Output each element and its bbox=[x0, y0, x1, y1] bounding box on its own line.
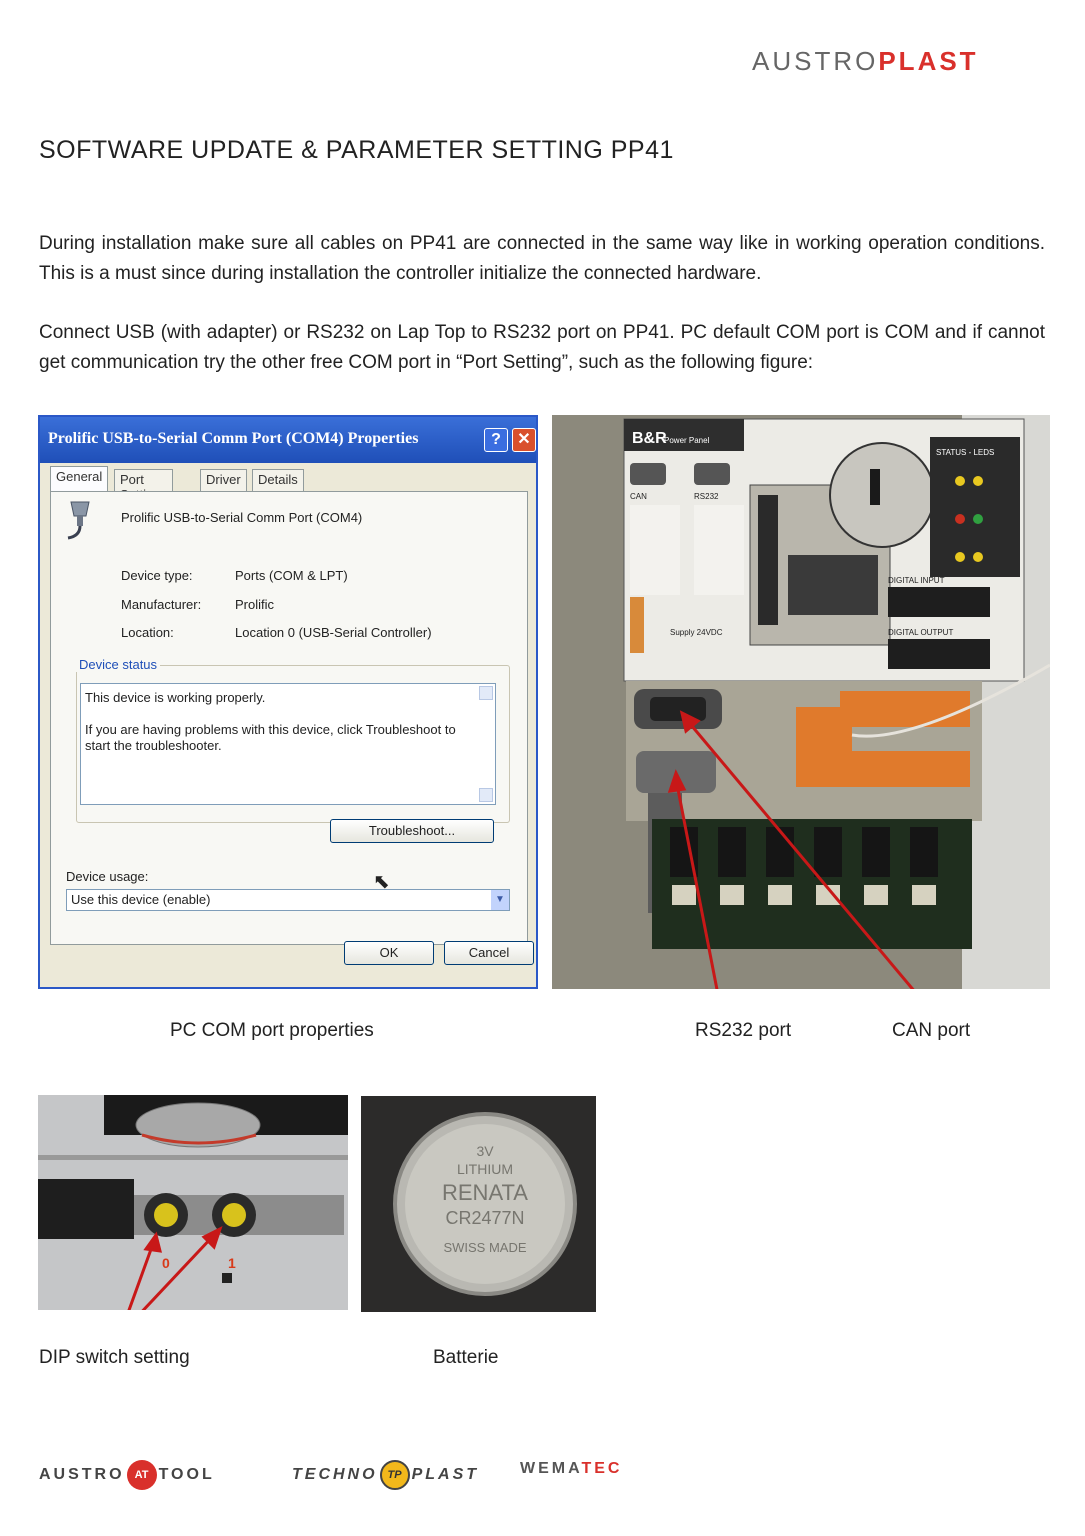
caption-com-port: PC COM port properties bbox=[170, 1020, 374, 1041]
ok-button: OK bbox=[344, 941, 434, 965]
chevron-down-icon: ▼ bbox=[491, 890, 509, 910]
austrotool-text-2: TOOL bbox=[158, 1466, 215, 1484]
tab-general: General bbox=[50, 466, 108, 492]
status-line-2: If you are having problems with this device, click Troubleshoot to bbox=[85, 722, 456, 737]
dip-switch-illustration bbox=[38, 1095, 348, 1310]
battery-illustration bbox=[361, 1096, 596, 1312]
battery-model: CR2477N bbox=[445, 1208, 525, 1228]
help-button: ? bbox=[484, 428, 508, 452]
device-status-label: Device status bbox=[76, 657, 160, 672]
battery-lithium: LITHIUM bbox=[457, 1161, 513, 1177]
wematec-logo bbox=[520, 1460, 622, 1478]
manufacturer-value: Prolific bbox=[235, 597, 275, 612]
tp-badge-icon: TP bbox=[380, 1460, 410, 1490]
technoplast-text-1: TECHNO bbox=[292, 1466, 378, 1484]
device-type-label: Device type: bbox=[121, 568, 193, 583]
battery-voltage: 3V bbox=[476, 1143, 494, 1159]
controller-illustration bbox=[552, 415, 1050, 989]
can-label: CAN bbox=[630, 492, 647, 501]
panel-label-text: Power Panel bbox=[664, 436, 710, 445]
status-line-3: start the troubleshooter. bbox=[85, 738, 222, 753]
technoplast-logo bbox=[292, 1460, 479, 1490]
dip-switch-0: 0 bbox=[162, 1255, 170, 1271]
austrotool-logo bbox=[39, 1460, 215, 1490]
scroll-down-icon bbox=[479, 788, 493, 802]
dip-switch-photo bbox=[38, 1095, 348, 1310]
paragraph-connect: Connect USB (with adapter) or RS232 on Lap Top to RS232 port on PP41. PC default COM port is COM and if cannot get communication try the other free COM port in “Port Setting”, such as the following figure: bbox=[39, 322, 1045, 373]
wematec-text-1: WEMA bbox=[520, 1460, 582, 1477]
caption-battery: Batterie bbox=[433, 1347, 499, 1368]
rs232-label: RS232 bbox=[694, 492, 719, 501]
austrotool-text-1: AUSTRO bbox=[39, 1466, 125, 1484]
troubleshoot-button: Troubleshoot... bbox=[330, 819, 494, 843]
status-leds-label: STATUS - LEDS bbox=[936, 448, 995, 457]
caption-rs232: RS232 port bbox=[695, 1020, 792, 1041]
manufacturer-label: Manufacturer: bbox=[121, 597, 202, 612]
cancel-button: Cancel bbox=[444, 941, 534, 965]
paragraph-installation: During installation make sure all cables on PP41 are connected in the same way like in working operation conditions. This is a must since during installation the controller initialize the connected hardware. bbox=[39, 233, 1045, 284]
serial-port-icon bbox=[65, 500, 95, 540]
status-line-1: This device is working properly. bbox=[85, 690, 266, 705]
battery-brand: RENATA bbox=[442, 1180, 528, 1205]
logo-part-austro: AUSTRO bbox=[752, 46, 879, 76]
controller-photo bbox=[552, 415, 1050, 989]
scroll-up-icon bbox=[479, 686, 493, 700]
device-name: Prolific USB-to-Serial Comm Port (COM4) bbox=[121, 510, 363, 525]
device-usage-label: Device usage: bbox=[66, 869, 149, 884]
austroplast-logo bbox=[752, 46, 979, 77]
dip-switch-1: 1 bbox=[228, 1255, 236, 1271]
battery-origin: SWISS MADE bbox=[443, 1240, 527, 1255]
device-usage-value: Use this device (enable) bbox=[71, 892, 211, 907]
technoplast-text-2: PLAST bbox=[411, 1466, 480, 1484]
tab-driver: Driver bbox=[200, 469, 247, 491]
brand-text: B&R bbox=[632, 430, 667, 447]
device-status-textbox bbox=[80, 683, 496, 805]
tab-details: Details bbox=[252, 469, 304, 491]
caption-dip: DIP switch setting bbox=[39, 1347, 190, 1368]
supply-label: Supply 24VDC bbox=[670, 628, 723, 637]
digital-input-label: DIGITAL INPUT bbox=[888, 576, 945, 585]
location-value: Location 0 (USB-Serial Controller) bbox=[235, 625, 432, 640]
mouse-cursor-icon: ⬉ bbox=[373, 871, 390, 893]
device-type-value: Ports (COM & LPT) bbox=[235, 568, 348, 583]
dialog-title: Prolific USB-to-Serial Comm Port (COM4) Properties bbox=[48, 430, 419, 447]
wematec-text-2: TEC bbox=[581, 1460, 623, 1477]
close-button: ✕ bbox=[512, 428, 536, 452]
caption-can: CAN port bbox=[892, 1020, 971, 1041]
dialog-titlebar bbox=[40, 417, 536, 463]
location-label: Location: bbox=[121, 625, 174, 640]
com-port-dialog-photo bbox=[38, 415, 538, 989]
page-title: SOFTWARE UPDATE & PARAMETER SETTING PP41 bbox=[39, 136, 674, 164]
tab-port-settings: Port bbox=[114, 469, 173, 491]
logo-part-plast: PLAST bbox=[878, 46, 979, 76]
at-badge-icon: AT bbox=[127, 1460, 157, 1490]
device-usage-select bbox=[66, 889, 510, 911]
battery-photo bbox=[361, 1096, 596, 1312]
digital-output-label: DIGITAL OUTPUT bbox=[888, 628, 954, 637]
